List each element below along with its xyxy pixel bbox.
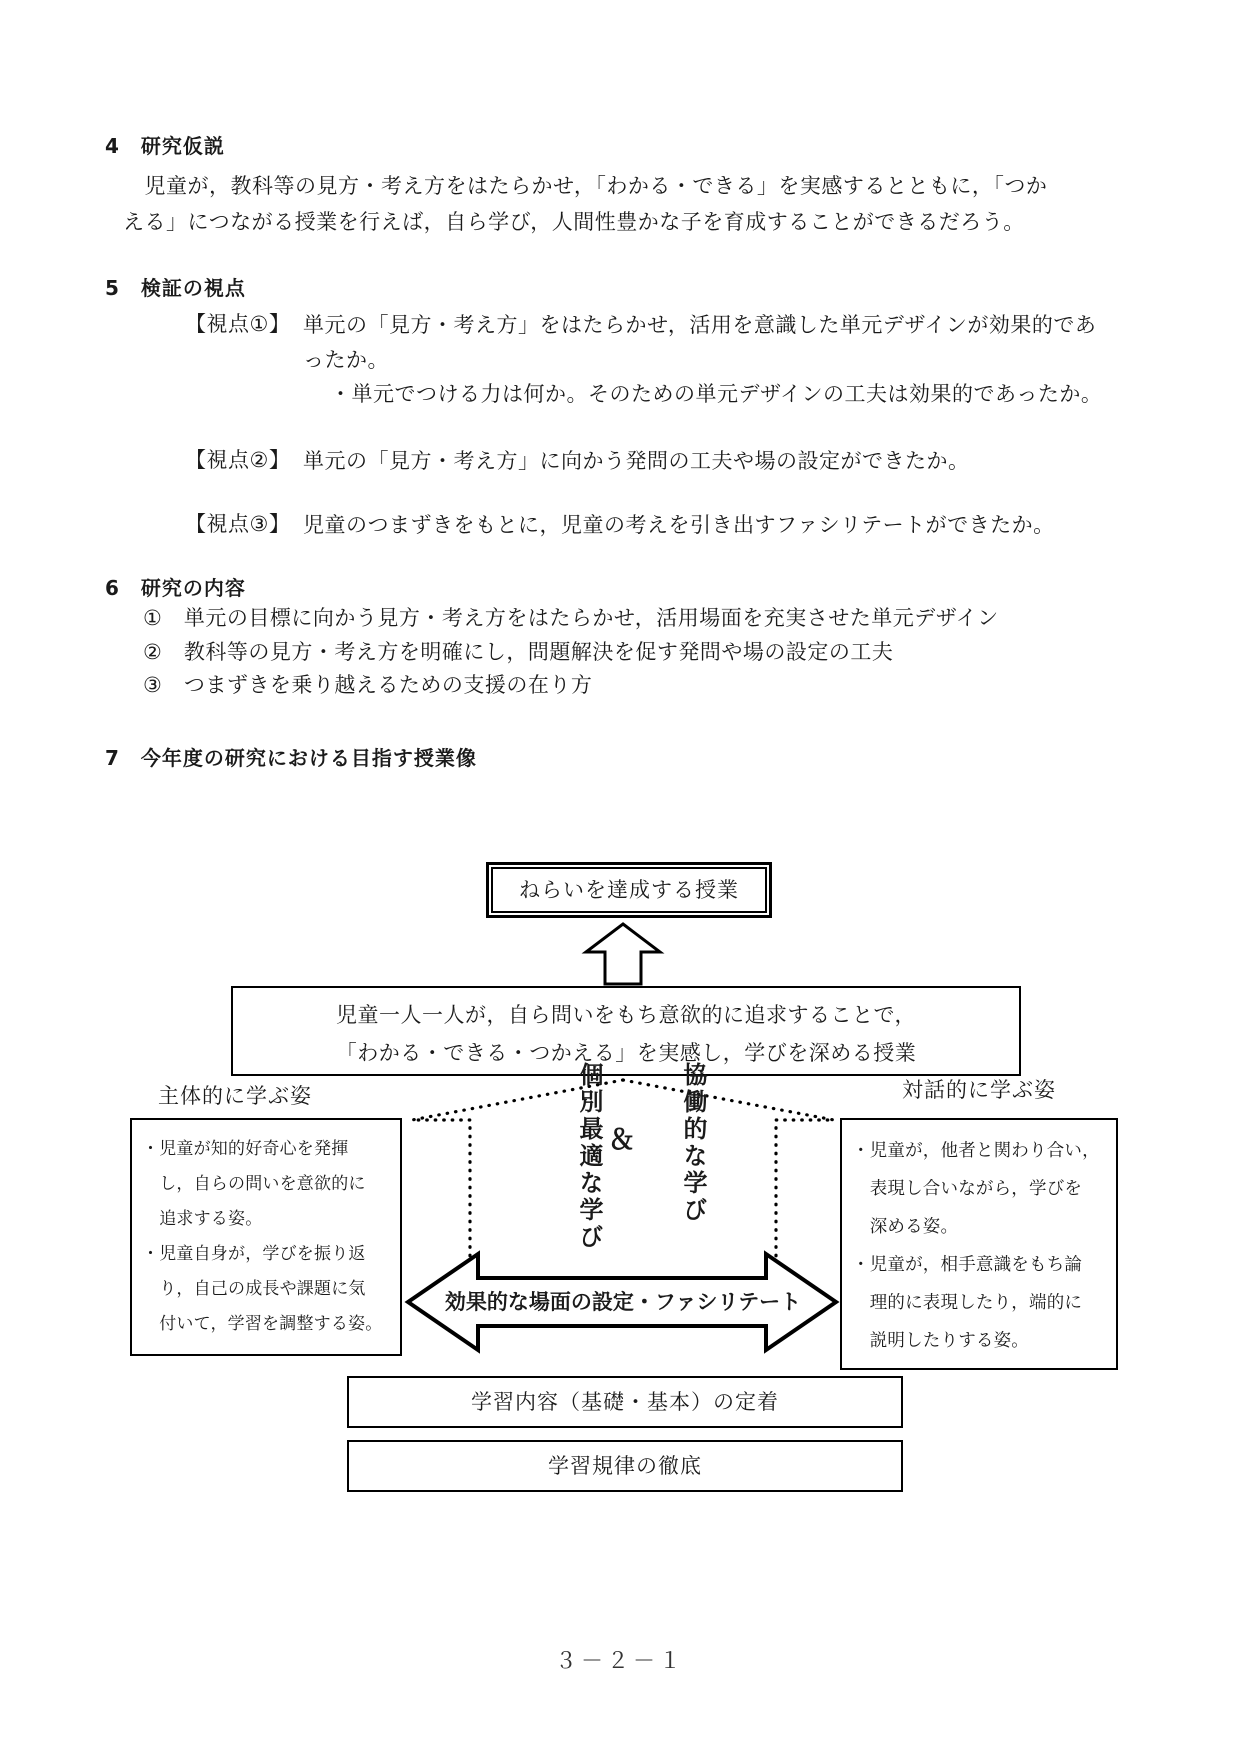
viewpoint-3 — [185, 508, 1055, 543]
left-box-line: 追求する姿。 — [142, 1209, 263, 1229]
vertical-text-collaborative-learning: 協働的な学び — [679, 1062, 707, 1224]
right-box-line: ・児童が，他者と関わり合い， — [852, 1141, 1100, 1161]
viewpoint-2-text: 単元の「見方・考え方」に向かう発問の工夫や場の設定ができたか。 — [303, 449, 970, 473]
viewpoint-1-subnote: ・単元でつける力は何か。そのための単元デザインの工夫は効果的であったか。 — [330, 382, 1103, 406]
left-learning-box — [130, 1118, 402, 1356]
up-arrow-icon — [578, 922, 668, 986]
section6-item-3: ③ つまずきを乗り越えるための支援の在り方 — [143, 673, 593, 697]
main-statement-line2: 「わかる・できる・つかえる」を実感し，学びを深める授業 — [335, 1041, 917, 1065]
left-box-line: ・児童が知的好奇心を発揮 — [142, 1139, 349, 1159]
page-number: ３－２－１ — [554, 1649, 685, 1674]
right-box-line: 深める姿。 — [852, 1217, 959, 1237]
main-statement-box — [231, 986, 1021, 1076]
base-box-discipline: 学習規律の徹底 — [347, 1440, 903, 1492]
section7-heading: 7 今年度の研究における目指す授業像 — [105, 746, 477, 770]
goal-box-label: ねらいを達成する授業 — [491, 867, 767, 913]
section6-item-1: ① 単元の目標に向かう見方・考え方をはたらかせ，活用場面を充実させた単元デザイン — [143, 606, 999, 630]
left-box-line: 付いて，学習を調整する姿。 — [142, 1314, 383, 1334]
viewpoint-1-tag: 【視点①】 — [185, 312, 291, 336]
main-statement-line1: 児童一人一人が，自ら問いをもち意欲的に追求することで， — [335, 1003, 917, 1027]
viewpoint-2-tag: 【視点②】 — [185, 448, 291, 472]
left-box-line: り，自己の成長や課題に気 — [142, 1279, 366, 1299]
left-box-line: ・児童自身が，学びを振り返 — [142, 1244, 366, 1264]
section4-paragraph-line2: える」につながる授業を行えば，自ら学び，人間性豊かな子を育成することができるだろう。 — [123, 210, 1025, 234]
base-box-content: 学習内容（基礎・基本）の定着 — [347, 1376, 903, 1428]
section5-heading: 5 検証の視点 — [105, 276, 246, 300]
section6-heading: 6 研究の内容 — [105, 576, 246, 600]
viewpoint-1-line1: 単元の「見方・考え方」をはたらかせ，活用を意識した単元デザインが効果的であ — [303, 313, 1097, 337]
right-box-line: 表現し合いながら，学びを — [852, 1179, 1083, 1199]
goal-box — [486, 862, 772, 918]
double-arrow-label: 効果的な場面の設定・ファシリテート — [444, 1290, 802, 1314]
right-box-line: 理的に表現したり，端的に — [852, 1293, 1083, 1313]
section4-heading: 4 研究仮説 — [105, 134, 225, 158]
right-box-line: ・児童が，相手意識をもち論 — [852, 1255, 1083, 1275]
left-box-line: し，自らの問いを意欲的に — [142, 1174, 366, 1194]
viewpoint-1-text — [303, 308, 1096, 378]
viewpoint-3-text: 児童のつまずきをもとに，児童の考えを引き出すファシリテートができたか。 — [303, 513, 1055, 537]
viewpoint-3-tag: 【視点③】 — [185, 512, 291, 536]
viewpoint-2 — [185, 444, 970, 479]
ampersand-label: ＆ — [608, 1125, 635, 1156]
right-box-line: 説明したりする姿。 — [852, 1331, 1029, 1351]
right-column-label: 対話的に学ぶ姿 — [902, 1078, 1056, 1102]
viewpoint-1-line2: ったか。 — [303, 348, 389, 372]
vertical-text-individual-learning: 個別最適な学び — [575, 1062, 603, 1251]
viewpoint-1 — [185, 308, 1096, 378]
section6-item-2: ② 教科等の見方・考え方を明確にし，問題解決を促す発問や場の設定の工夫 — [143, 640, 894, 664]
right-learning-box — [840, 1118, 1118, 1370]
section4-paragraph-line1: 児童が，教科等の見方・考え方をはたらかせ，「わかる・できる」を実感するとともに，「つか — [123, 174, 1048, 198]
left-column-label: 主体的に学ぶ姿 — [158, 1084, 312, 1108]
